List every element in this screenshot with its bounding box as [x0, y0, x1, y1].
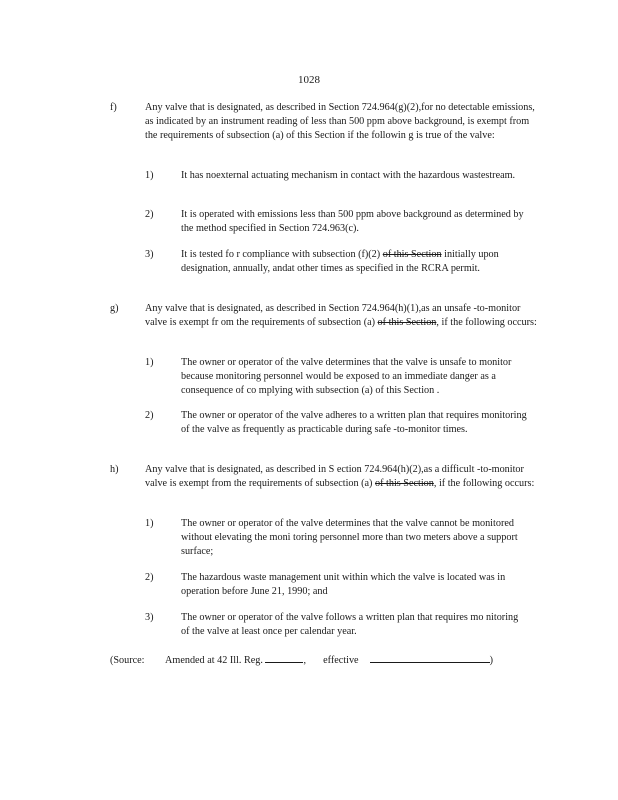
- section-f-item-1-label: 1): [145, 170, 154, 181]
- section-f-item-1-text: It has noexternal actuating mechanism in contact with the hazardous wastestream.: [181, 170, 516, 181]
- section-h-item-1-text: The owner or operator of the valve determines that the valve cannot be monitored without elevating the moni toring personnel more than two meters above a support surface;: [181, 518, 518, 557]
- section-h-text: [145, 463, 537, 491]
- section-h-item-3-text: The owner or operator of the valve follows a written plan that requires mo nitoring of the valve at least once per calendar year.: [181, 612, 519, 637]
- section-f-item-3-label: 3): [145, 249, 154, 260]
- section-f-text: Any valve that is designated, as described in Section 724.964(g)(2),for no detectable emissions, as indicated by an instrument reading of less than 500 ppm above background, is exempt from the requirements of subsection (a) of this Section if the followin g is true of the valve:: [145, 102, 535, 141]
- section-h-item-2-label: 2): [145, 572, 154, 583]
- section-h-label: h): [110, 464, 119, 475]
- struck-text: of this Section: [382, 249, 442, 260]
- section-g-item-1-text: The owner or operator of the valve determines that the valve is unsafe to monitor because monitoring personnel would be exposed to an immediate danger as a consequence of co mplying with subsection (a) of this Section .: [181, 357, 512, 396]
- section-h-item-1-label: 1): [145, 518, 154, 529]
- source-open: (Source:: [110, 655, 145, 666]
- section-g-text: [145, 302, 537, 330]
- struck-text: of this Section: [375, 478, 434, 489]
- struck-text: of this Section: [377, 317, 437, 328]
- section-f-item-2-label: 2): [145, 209, 154, 220]
- section-g-label: g): [110, 303, 119, 314]
- source-note: [110, 652, 493, 668]
- source-amended: Amended at 42 Ill. Reg.: [165, 655, 263, 666]
- section-f-item-3-pre: It is tested fo r compliance with subsection (f)(2): [181, 249, 381, 260]
- section-h-post: , if the following occurs:: [433, 478, 535, 489]
- section-g-item-2-label: 2): [145, 410, 154, 421]
- section-g-item-1-label: 1): [145, 357, 154, 368]
- section-f-label: f): [110, 102, 117, 113]
- source-comma: ,: [303, 655, 307, 666]
- section-g-pre: Any valve that is designated, as described in Section 724.964(h)(1),as an unsafe -to-monitor valve is exempt fr om the requirements of subsection (a): [145, 303, 521, 328]
- source-close: ): [489, 655, 494, 666]
- section-h-item-2-text: The hazardous waste management unit within which the valve is located was in operation before June 21, 1990; and: [181, 572, 506, 597]
- page-number: 1028: [298, 74, 320, 86]
- section-h-pre: Any valve that is designated, as described in S ection 724.964(h)(2),as a difficult -to-monitor valve is exempt from the requirements of subsection (a): [145, 464, 524, 489]
- section-f-item-3-text: [181, 248, 535, 276]
- effective-date-blank: [370, 652, 490, 663]
- section-f-item-3-post: initially upon designation, annually, andat other times as specified in the RCRA permit.: [181, 249, 499, 274]
- section-f-item-2-text: It is operated with emissions less than 500 ppm above background as determined by the method specified in Section 724.963(c).: [181, 209, 524, 234]
- section-g-item-2-text: The owner or operator of the valve adheres to a written plan that requires monitoring of the valve as frequently as practicable during safe -to-monitor times.: [181, 410, 527, 435]
- section-h-item-3-label: 3): [145, 612, 154, 623]
- source-effective: effective: [323, 655, 359, 666]
- register-blank: [265, 652, 303, 663]
- section-g-post: , if the following occurs:: [436, 317, 537, 328]
